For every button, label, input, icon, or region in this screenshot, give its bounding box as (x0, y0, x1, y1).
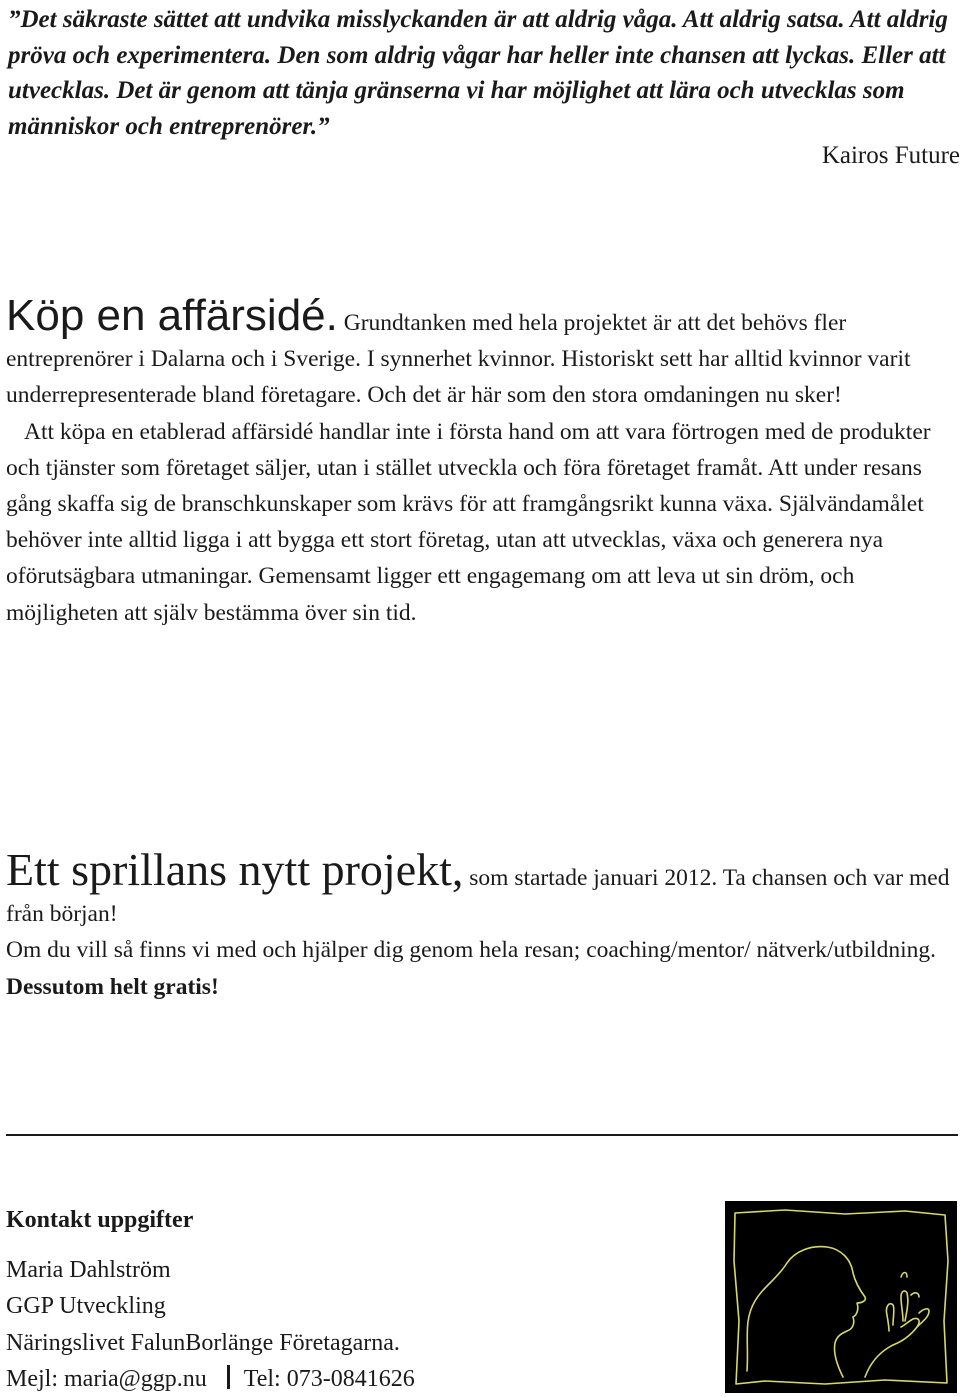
section2-paragraph: Om du vill så finns vi med och hjälper dig genom hela resan; coaching/mentor/ nätverk/utbildning. (6, 937, 936, 964)
divider-line (6, 1134, 958, 1136)
contact-organization: Näringslivet FalunBorlänge Företagarna. (6, 1329, 400, 1356)
contact-email[interactable]: Mejl: maria@ggp.nu (6, 1365, 207, 1392)
section2-emphasis: Dessutom helt gratis! (6, 973, 219, 1000)
section1-lead: Grundtanken med hela projektet är att det behövs fler entreprenörer i Dalarna och i Sverige. I synnerhet kvinnor. Historiskt sett har alltid kvinnor varit underrepresenterade bland företagare. Och det är här som den stora omdaningen nu sker! (6, 310, 911, 409)
separator-bar (227, 1365, 230, 1389)
section1-heading: Köp en affärsidé. (6, 291, 338, 340)
silhouette-with-hand-icon (725, 1201, 957, 1393)
contact-heading: Kontakt uppgifter (6, 1207, 194, 1233)
contact-company: GGP Utveckling (6, 1293, 166, 1320)
intro-quote: ”Det säkraste sättet att undvika misslyckanden är att aldrig våga. Att aldrig satsa. Att aldrig pröva och experimentera. Den som aldrig vågar har heller inte chansen att lyckas. Eller att utvecklas. Det är genom att tänja gränserna vi har möjlighet att lära och utvecklas som människor och entreprenörer.” (8, 6, 948, 140)
section-buy-business-idea (6, 291, 956, 631)
section1-intro (6, 291, 956, 414)
section2-lead: som startade januari 2012. Ta chansen och var med från början! (6, 865, 950, 928)
contact-name: Maria Dahlström (6, 1257, 171, 1284)
section-new-project (6, 844, 956, 1005)
section2-heading: Ett sprillans nytt projekt, (6, 844, 464, 895)
quote-source: Kairos Future (821, 142, 960, 169)
section1-paragraph: Att köpa en etablerad affärsidé handlar inte i första hand om att vara förtrogen med de produkter och tjänster som företaget säljer, utan i stället utveckla och föra företaget framåt. Att under resans gång skaffa sig de branschkunskaper som krävs för att framgångsrikt kunna växa. Självändamålet behöver inte alltid ligga i att bygga ett stort företag, utan att utvecklas, växa och generera nya oförutsägbara utmaningar. Gemensamt ligger ett engagemang om att leva ut sin dröm, och möjligheten att själv bestämma över sin tid. (6, 418, 931, 626)
section2-intro (6, 844, 956, 932)
contact-block (6, 1202, 706, 1397)
contact-line (6, 1361, 706, 1397)
contact-phone: Tel: 073-0841626 (243, 1365, 415, 1392)
